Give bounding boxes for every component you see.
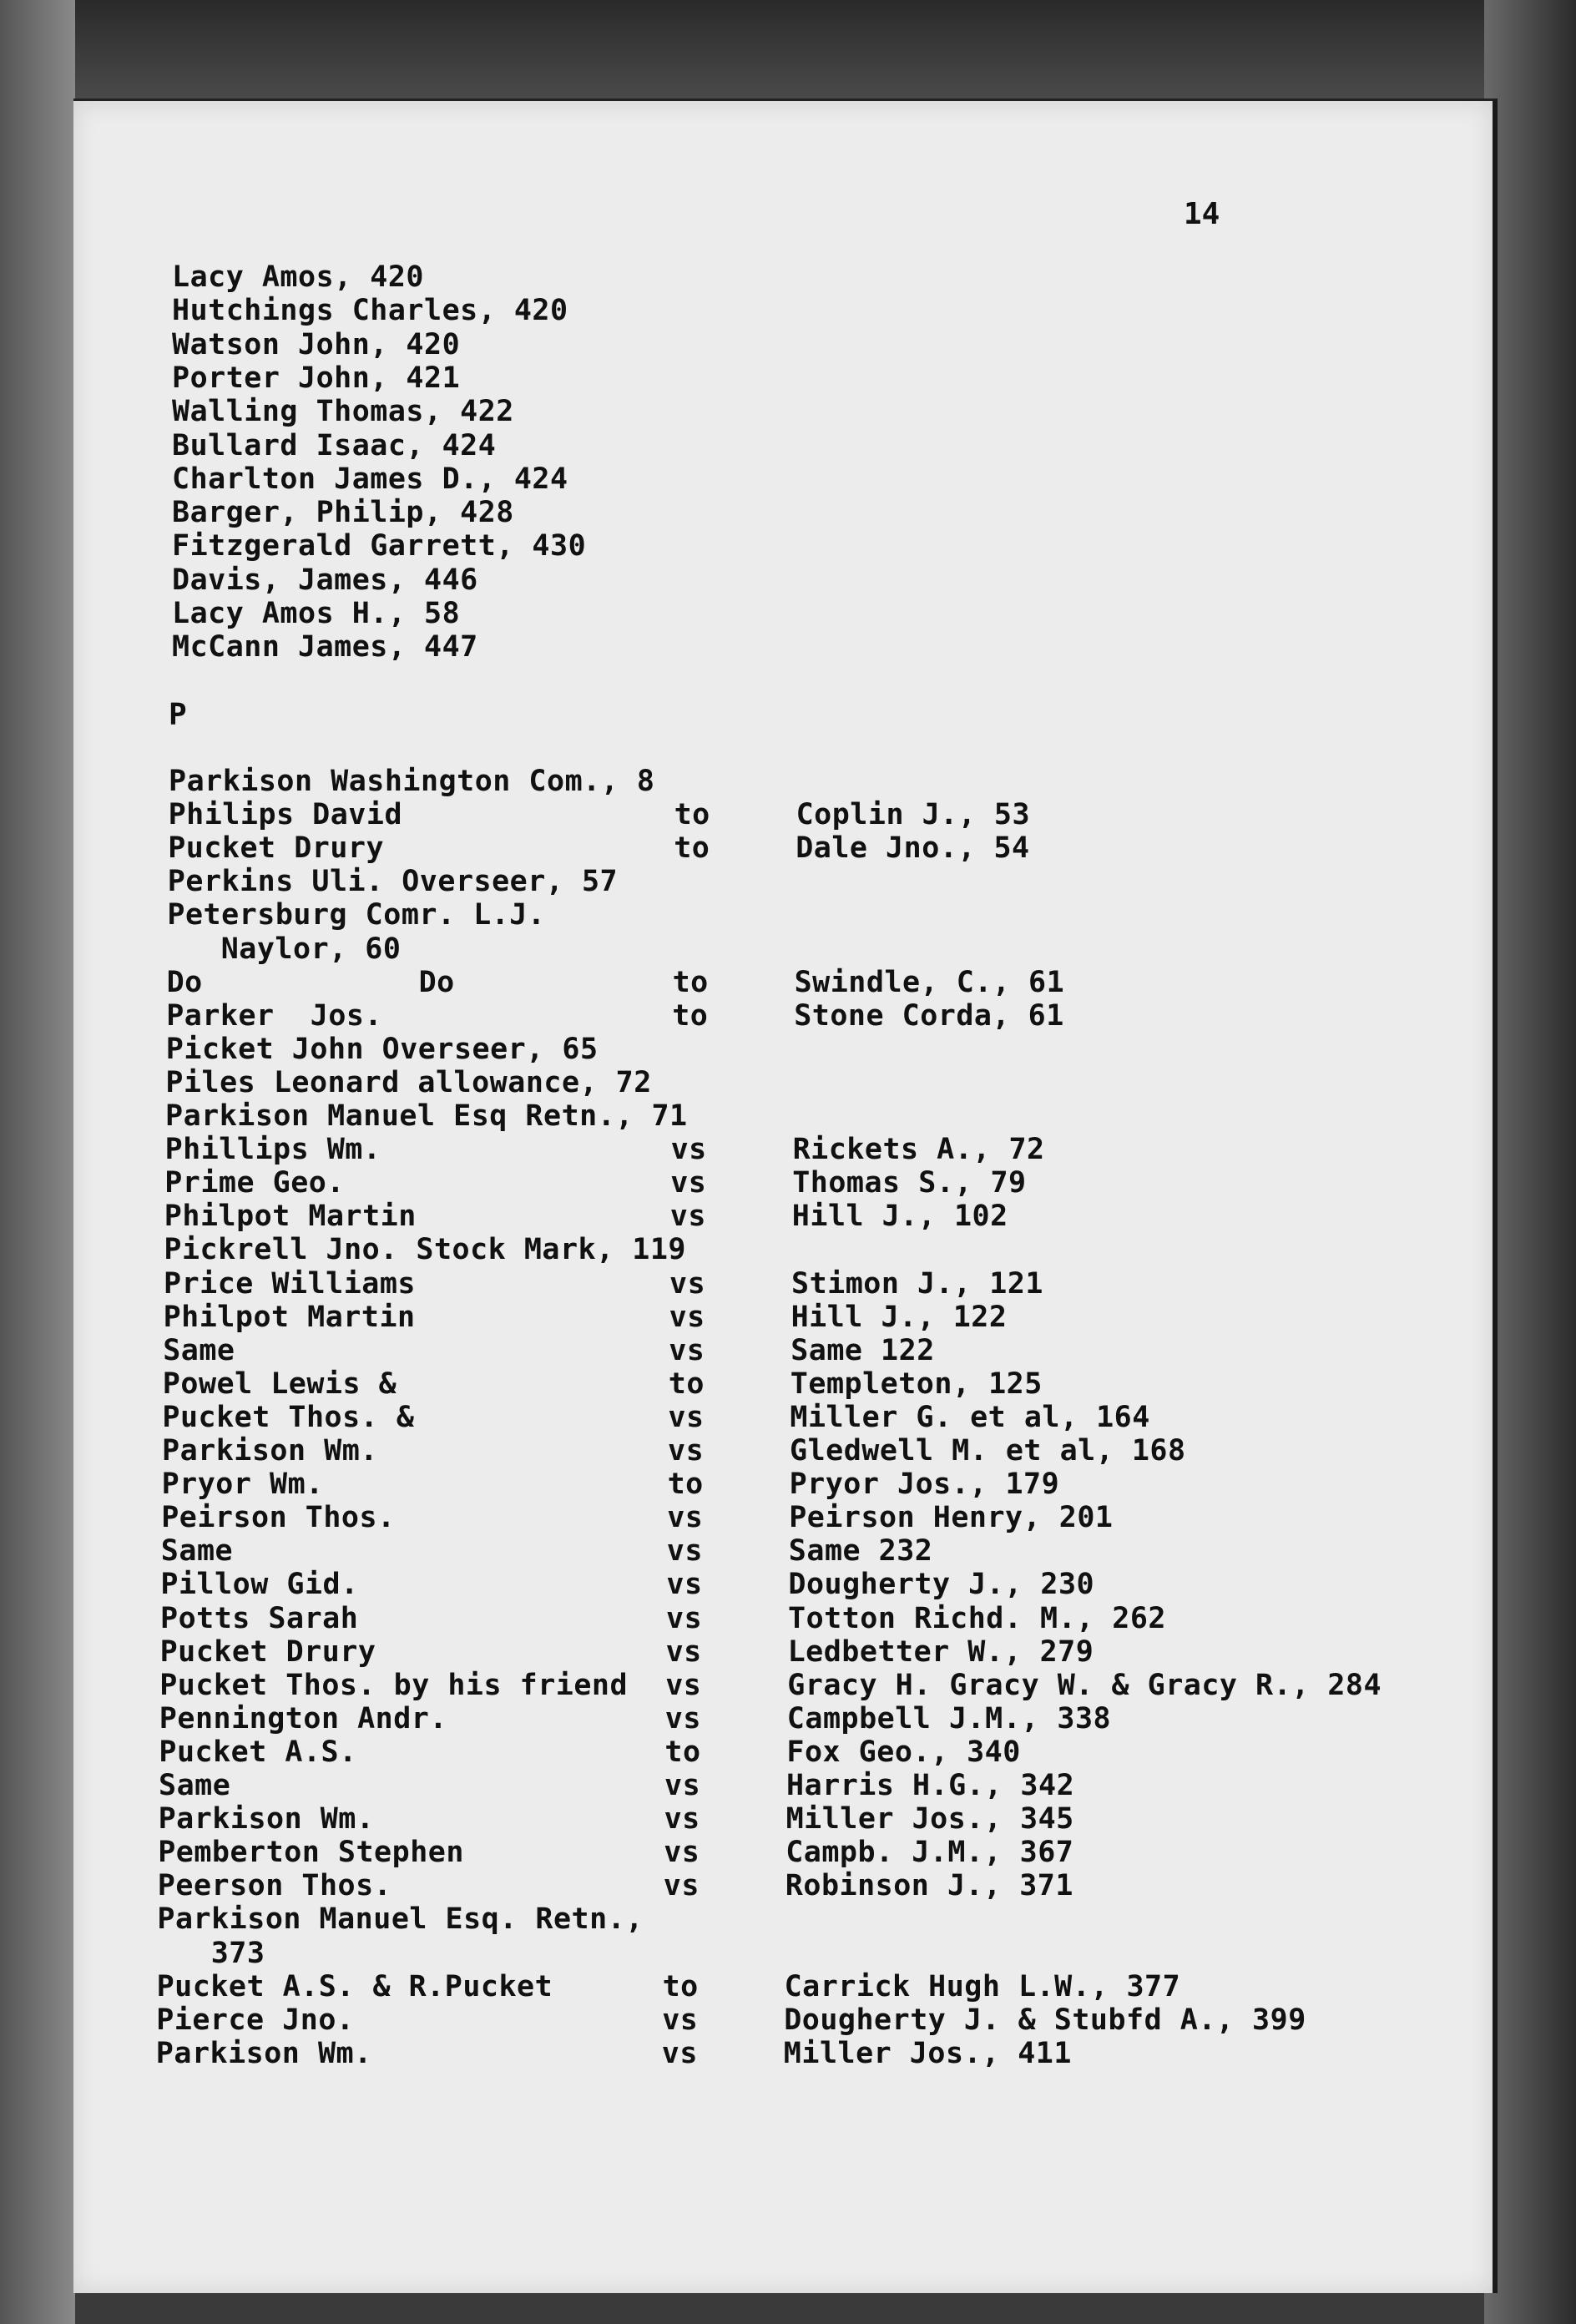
index-row-party: Peirson Henry, 201 — [789, 1501, 1114, 1535]
index-row-party: Campbell J.M., 338 — [786, 1701, 1112, 1735]
index-row-name: Do Do — [166, 965, 455, 999]
index-row-name: Pillow Gid. — [160, 1568, 359, 1602]
index-row-name: Parker Jos. — [166, 998, 383, 1033]
index-row-party: Hill J., 102 — [791, 1200, 1008, 1234]
index-row-relation: to — [672, 965, 709, 999]
index-row-party: Miller Jos., 411 — [783, 2036, 1072, 2070]
index-row-name: Price Williams — [164, 1266, 417, 1301]
index-row-name: Pucket Thos. & — [162, 1400, 415, 1434]
index-row-relation: vs — [668, 1400, 705, 1434]
index-row-relation: to — [674, 798, 710, 832]
index-row-name: Powel Lewis & — [162, 1367, 397, 1401]
index-row-relation: vs — [665, 1668, 702, 1702]
index-row-name: Parkison Wm. — [155, 2036, 372, 2070]
index-row-relation: vs — [664, 1769, 701, 1802]
page-number: 14 — [1184, 197, 1220, 231]
index-row-relation: to — [674, 831, 710, 866]
index-row-relation: vs — [669, 1333, 705, 1367]
index-row-relation: vs — [661, 2036, 698, 2070]
index-entry: Lacy Amos H., 58 — [172, 597, 461, 630]
index-row-party: Gledwell M. et al, 168 — [790, 1434, 1186, 1468]
index-row-relation: vs — [670, 1133, 707, 1167]
index-row-name: Pucket Drury — [159, 1634, 376, 1669]
index-row-name: Petersburg Comr. L.J. — [167, 898, 546, 932]
index-row-party: Templeton, 125 — [790, 1367, 1043, 1401]
index-row-name: Naylor, 60 — [167, 932, 402, 966]
index-row-name: Potts Sarah — [160, 1601, 359, 1635]
index-row-relation: to — [667, 1468, 704, 1502]
index-row-party: Hill J., 122 — [791, 1300, 1008, 1334]
index-row-name: Pennington Andr. — [159, 1701, 447, 1735]
index-row-party: Thomas S., 79 — [792, 1166, 1027, 1200]
index-row-party: Stimon J., 121 — [791, 1266, 1044, 1301]
index-entry: Barger, Philip, 428 — [172, 496, 514, 530]
index-row-party: Carrick Hugh L.W., 377 — [784, 1969, 1181, 2003]
index-row-name: Pickrell Jno. Stock Mark, 119 — [164, 1233, 686, 1267]
index-row-party: Swindle, C., 61 — [794, 965, 1065, 999]
index-row-party: Harris H.G., 342 — [786, 1769, 1075, 1802]
index-row-relation: vs — [667, 1501, 704, 1535]
index-row-party: Gracy H. Gracy W. & Gracy R., 284 — [787, 1668, 1382, 1702]
index-row-name: Pucket A.S. — [159, 1735, 357, 1769]
index-row-name: Philips David — [168, 798, 403, 832]
index-row-name: Pryor Wm. — [161, 1468, 324, 1502]
scan-border-left — [0, 0, 75, 2324]
index-row-name: Parkison Manuel Esq Retn., 71 — [165, 1099, 688, 1133]
index-row-name: Parkison Manuel Esq. Retn., — [157, 1902, 644, 1937]
index-row-name: Philpot Martin — [163, 1300, 416, 1334]
index-entry: Porter John, 421 — [172, 361, 461, 395]
index-row-relation: vs — [663, 1869, 700, 1903]
index-row-relation: vs — [666, 1601, 703, 1635]
index-row-name: Peerson Thos. — [157, 1869, 392, 1903]
section-letter-p: P — [169, 698, 187, 732]
index-row-party: Coplin J., 53 — [796, 798, 1031, 832]
index-row-name: Same — [160, 1534, 234, 1569]
index-row-party: Robinson J., 371 — [785, 1869, 1073, 1903]
index-row-relation: vs — [664, 1802, 700, 1836]
index-row-name: Parkison Wm. — [158, 1802, 375, 1836]
index-row-relation: to — [668, 1367, 705, 1401]
index-entry: Lacy Amos, 420 — [172, 260, 425, 294]
index-row-party: Rickets A., 72 — [792, 1133, 1045, 1167]
index-row-party: Same 232 — [788, 1534, 933, 1569]
index-row-name: 373 — [157, 1936, 265, 1970]
index-row-relation: vs — [666, 1534, 703, 1569]
index-row-name: Same — [159, 1769, 231, 1802]
index-row-party: Campb. J.M., 367 — [785, 1836, 1074, 1870]
index-row-name: Phillips Wm. — [164, 1133, 381, 1167]
index-row-party: Same 122 — [791, 1333, 935, 1367]
index-row-party: Stone Corda, 61 — [794, 998, 1064, 1033]
index-row-relation: vs — [665, 1634, 702, 1669]
scan-border-right — [1484, 0, 1576, 2324]
index-row-party: Fox Geo., 340 — [786, 1735, 1021, 1769]
index-entry: Walling Thomas, 422 — [172, 395, 514, 429]
index-row-relation: to — [664, 1735, 701, 1769]
index-row-relation: vs — [669, 1266, 706, 1301]
index-row-relation: vs — [662, 2003, 699, 2037]
index-row-relation: to — [662, 1969, 699, 2003]
index-row-name: Same — [163, 1333, 235, 1367]
index-row-relation: vs — [664, 1836, 700, 1870]
index-entry: Hutchings Charles, 420 — [172, 294, 568, 328]
index-row-relation: vs — [669, 1200, 706, 1234]
index-row-name: Philpot Martin — [164, 1200, 417, 1234]
index-row-relation: to — [672, 998, 709, 1033]
index-row-party: Miller Jos., 345 — [785, 1802, 1074, 1836]
index-entry: McCann James, 447 — [172, 630, 478, 664]
scan-border-top — [0, 0, 1576, 100]
index-row-party: Ledbetter W., 279 — [787, 1634, 1094, 1669]
index-entry: Fitzgerald Garrett, 430 — [172, 529, 587, 563]
index-row-relation: vs — [664, 1701, 701, 1735]
index-row-relation: vs — [670, 1166, 707, 1200]
index-row-name: Perkins Uli. Overseer, 57 — [167, 865, 619, 899]
index-row-name: Pucket Thos. by his friend — [159, 1668, 629, 1702]
index-row-name: Peirson Thos. — [161, 1501, 396, 1535]
index-row-name: Piles Leonard allowance, 72 — [165, 1065, 652, 1099]
index-row-party: Dale Jno., 54 — [796, 831, 1030, 866]
index-row-relation: vs — [666, 1568, 703, 1602]
index-row-relation: vs — [668, 1434, 705, 1468]
index-row-name: Prime Geo. — [164, 1166, 345, 1200]
index-row-name: Parkison Wm. — [162, 1434, 378, 1468]
index-row-party: Totton Richd. M., 262 — [788, 1601, 1167, 1635]
index-entry: Bullard Isaac, 424 — [172, 428, 497, 462]
index-entry: Watson John, 420 — [172, 327, 461, 361]
index-row-name: Pucket Drury — [168, 831, 385, 866]
index-row-name: Picket John Overseer, 65 — [165, 1032, 599, 1066]
index-row-name: Pemberton Stephen — [158, 1836, 464, 1870]
index-row-party: Dougherty J., 230 — [788, 1568, 1095, 1602]
index-entry: Davis, James, 446 — [172, 563, 478, 597]
index-row-party: Pryor Jos., 179 — [789, 1468, 1060, 1502]
index-row-relation: vs — [669, 1300, 705, 1334]
index-row-name: Pucket A.S. & R.Pucket — [156, 1969, 553, 2003]
index-row-name: Pierce Jno. — [156, 2003, 355, 2037]
index-entry: Charlton James D., 424 — [172, 462, 568, 496]
index-row-name: Parkison Washington Com., 8 — [169, 765, 655, 798]
index-row-party: Dougherty J. & Stubfd A., 399 — [784, 2003, 1306, 2037]
index-row-party: Miller G. et al, 164 — [790, 1400, 1150, 1434]
